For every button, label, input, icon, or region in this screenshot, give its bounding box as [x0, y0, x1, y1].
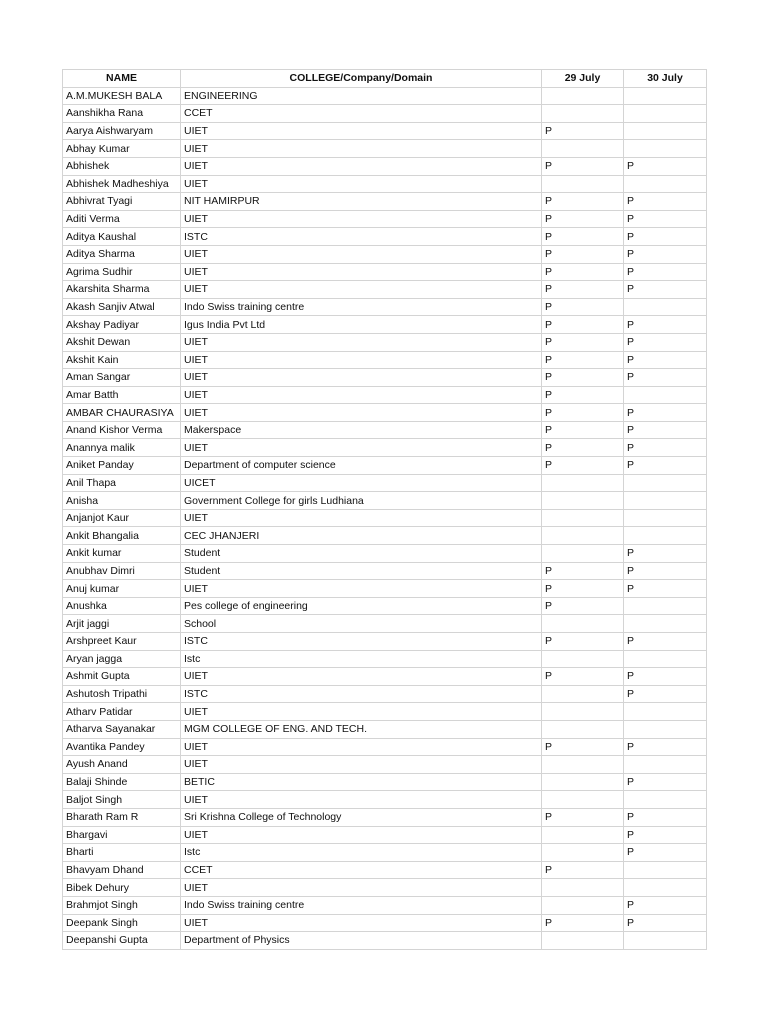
table-row — [63, 87, 707, 105]
cell-29-july: P — [542, 597, 624, 615]
cell-college: UIET — [181, 703, 542, 721]
cell-name: Anisha — [63, 492, 181, 510]
cell-30-july: P — [624, 281, 707, 299]
cell-college: UIET — [181, 351, 542, 369]
table-row — [63, 298, 707, 316]
table-row — [63, 703, 707, 721]
header-college: COLLEGE/Company/Domain — [181, 70, 542, 88]
table-row — [63, 457, 707, 475]
cell-college: UIET — [181, 738, 542, 756]
cell-29-july — [542, 844, 624, 862]
cell-30-july — [624, 756, 707, 774]
cell-name: Akshay Padiyar — [63, 316, 181, 334]
cell-college: Pes college of engineering — [181, 597, 542, 615]
cell-29-july: P — [542, 193, 624, 211]
cell-29-july — [542, 685, 624, 703]
cell-name: Aditya Sharma — [63, 245, 181, 263]
cell-name: Brahmjot Singh — [63, 896, 181, 914]
cell-30-july — [624, 615, 707, 633]
cell-college: UIET — [181, 791, 542, 809]
cell-29-july: P — [542, 298, 624, 316]
cell-college: UIET — [181, 140, 542, 158]
table-row — [63, 826, 707, 844]
cell-college: Istc — [181, 650, 542, 668]
cell-30-july — [624, 122, 707, 140]
cell-29-july: P — [542, 562, 624, 580]
cell-30-july: P — [624, 263, 707, 281]
cell-30-july — [624, 527, 707, 545]
cell-name: Bharath Ram R — [63, 808, 181, 826]
cell-29-july — [542, 773, 624, 791]
header-29-july: 29 July — [542, 70, 624, 88]
table-row — [63, 932, 707, 950]
cell-name: Aniket Panday — [63, 457, 181, 475]
cell-29-july: P — [542, 228, 624, 246]
table-row — [63, 404, 707, 422]
cell-30-july — [624, 175, 707, 193]
cell-30-july — [624, 932, 707, 950]
cell-college: Istc — [181, 844, 542, 862]
cell-college: ISTC — [181, 228, 542, 246]
cell-college: Sri Krishna College of Technology — [181, 808, 542, 826]
cell-30-july — [624, 492, 707, 510]
cell-30-july: P — [624, 210, 707, 228]
cell-college: Igus India Pvt Ltd — [181, 316, 542, 334]
table-row — [63, 914, 707, 932]
cell-30-july — [624, 861, 707, 879]
cell-30-july: P — [624, 844, 707, 862]
cell-college: UIET — [181, 879, 542, 897]
cell-college: UIET — [181, 914, 542, 932]
cell-college: MGM COLLEGE OF ENG. AND TECH. — [181, 720, 542, 738]
cell-29-july — [542, 896, 624, 914]
table-row — [63, 492, 707, 510]
cell-college: ISTC — [181, 685, 542, 703]
cell-college: UIET — [181, 122, 542, 140]
cell-30-july: P — [624, 738, 707, 756]
table-row — [63, 879, 707, 897]
cell-name: Anubhav Dimri — [63, 562, 181, 580]
cell-29-july — [542, 105, 624, 123]
cell-30-july: P — [624, 421, 707, 439]
cell-29-july: P — [542, 351, 624, 369]
cell-name: Balaji Shinde — [63, 773, 181, 791]
cell-college: ENGINEERING — [181, 87, 542, 105]
table-row — [63, 738, 707, 756]
table-row — [63, 597, 707, 615]
table-row — [63, 245, 707, 263]
cell-30-july: P — [624, 545, 707, 563]
cell-29-july: P — [542, 369, 624, 387]
table-row — [63, 861, 707, 879]
cell-29-july — [542, 791, 624, 809]
cell-name: Anil Thapa — [63, 474, 181, 492]
cell-name: Aarya Aishwaryam — [63, 122, 181, 140]
cell-name: Abhishek — [63, 157, 181, 175]
table-row — [63, 316, 707, 334]
table-row — [63, 228, 707, 246]
cell-name: Aryan jagga — [63, 650, 181, 668]
cell-29-july: P — [542, 245, 624, 263]
cell-29-july — [542, 756, 624, 774]
cell-30-july — [624, 474, 707, 492]
cell-30-july — [624, 703, 707, 721]
cell-name: Ayush Anand — [63, 756, 181, 774]
table-row — [63, 157, 707, 175]
cell-college: School — [181, 615, 542, 633]
cell-30-july — [624, 87, 707, 105]
cell-name: Aanshikha Rana — [63, 105, 181, 123]
cell-college: Indo Swiss training centre — [181, 298, 542, 316]
cell-college: UIET — [181, 404, 542, 422]
cell-college: UIET — [181, 333, 542, 351]
table-row — [63, 791, 707, 809]
table-row — [63, 175, 707, 193]
cell-30-july: P — [624, 773, 707, 791]
cell-name: Akash Sanjiv Atwal — [63, 298, 181, 316]
cell-29-july: P — [542, 633, 624, 651]
table-row — [63, 720, 707, 738]
cell-college: Government College for girls Ludhiana — [181, 492, 542, 510]
cell-30-july: P — [624, 808, 707, 826]
cell-college: CEC JHANJERI — [181, 527, 542, 545]
cell-name: Bibek Dehury — [63, 879, 181, 897]
cell-30-july: P — [624, 351, 707, 369]
table-row — [63, 439, 707, 457]
cell-29-july — [542, 703, 624, 721]
cell-30-july: P — [624, 685, 707, 703]
cell-29-july — [542, 615, 624, 633]
cell-college: CCET — [181, 105, 542, 123]
cell-29-july — [542, 474, 624, 492]
table-row — [63, 140, 707, 158]
cell-college: UIET — [181, 281, 542, 299]
table-row — [63, 773, 707, 791]
cell-29-july — [542, 879, 624, 897]
cell-college: UIET — [181, 245, 542, 263]
table-row — [63, 756, 707, 774]
cell-name: A.M.MUKESH BALA — [63, 87, 181, 105]
cell-29-july: P — [542, 439, 624, 457]
cell-30-july: P — [624, 193, 707, 211]
attendance-table — [62, 69, 707, 950]
table-row — [63, 421, 707, 439]
cell-30-july: P — [624, 157, 707, 175]
cell-name: AMBAR CHAURASIYA — [63, 404, 181, 422]
cell-29-july: P — [542, 580, 624, 598]
cell-30-july: P — [624, 369, 707, 387]
cell-29-july: P — [542, 457, 624, 475]
cell-name: Aditi Verma — [63, 210, 181, 228]
cell-name: Deepanshi Gupta — [63, 932, 181, 950]
table-row — [63, 896, 707, 914]
cell-name: Ankit kumar — [63, 545, 181, 563]
table-row — [63, 105, 707, 123]
cell-name: Bhavyam Dhand — [63, 861, 181, 879]
cell-name: Arshpreet Kaur — [63, 633, 181, 651]
cell-30-july: P — [624, 439, 707, 457]
cell-29-july — [542, 509, 624, 527]
cell-college: ISTC — [181, 633, 542, 651]
cell-30-july: P — [624, 316, 707, 334]
cell-name: Ankit Bhangalia — [63, 527, 181, 545]
cell-29-july — [542, 826, 624, 844]
table-row — [63, 193, 707, 211]
cell-30-july — [624, 386, 707, 404]
table-row — [63, 808, 707, 826]
cell-college: UIET — [181, 263, 542, 281]
header-name: NAME — [63, 70, 181, 88]
cell-college: UIET — [181, 580, 542, 598]
cell-30-july: P — [624, 333, 707, 351]
cell-college: UIET — [181, 369, 542, 387]
cell-29-july: P — [542, 122, 624, 140]
table-row — [63, 333, 707, 351]
cell-29-july — [542, 87, 624, 105]
cell-29-july: P — [542, 861, 624, 879]
cell-college: Department of Physics — [181, 932, 542, 950]
table-row — [63, 545, 707, 563]
cell-29-july: P — [542, 404, 624, 422]
cell-name: Agrima Sudhir — [63, 263, 181, 281]
table-row — [63, 474, 707, 492]
cell-30-july — [624, 720, 707, 738]
table-row — [63, 562, 707, 580]
cell-college: Student — [181, 545, 542, 563]
header-30-july: 30 July — [624, 70, 707, 88]
cell-name: Bharti — [63, 844, 181, 862]
cell-29-july — [542, 650, 624, 668]
cell-college: Indo Swiss training centre — [181, 896, 542, 914]
cell-college: UICET — [181, 474, 542, 492]
cell-name: Anjanjot Kaur — [63, 509, 181, 527]
cell-30-july: P — [624, 457, 707, 475]
cell-college: UIET — [181, 157, 542, 175]
cell-name: Aman Sangar — [63, 369, 181, 387]
cell-name: Atharva Sayanakar — [63, 720, 181, 738]
cell-name: Deepank Singh — [63, 914, 181, 932]
table-row — [63, 386, 707, 404]
cell-name: Akarshita Sharma — [63, 281, 181, 299]
cell-29-july — [542, 492, 624, 510]
cell-29-july — [542, 932, 624, 950]
cell-30-july: P — [624, 404, 707, 422]
cell-30-july: P — [624, 245, 707, 263]
cell-name: Aditya Kaushal — [63, 228, 181, 246]
cell-30-july: P — [624, 580, 707, 598]
cell-29-july: P — [542, 263, 624, 281]
table-row — [63, 122, 707, 140]
cell-30-july: P — [624, 228, 707, 246]
cell-30-july: P — [624, 896, 707, 914]
table-row — [63, 668, 707, 686]
cell-29-july: P — [542, 386, 624, 404]
cell-college: Makerspace — [181, 421, 542, 439]
cell-30-july: P — [624, 633, 707, 651]
cell-29-july: P — [542, 316, 624, 334]
cell-29-july: P — [542, 668, 624, 686]
cell-name: Bhargavi — [63, 826, 181, 844]
cell-30-july — [624, 650, 707, 668]
cell-29-july: P — [542, 157, 624, 175]
cell-college: BETIC — [181, 773, 542, 791]
table-row — [63, 580, 707, 598]
cell-29-july — [542, 527, 624, 545]
table-row — [63, 281, 707, 299]
table-row — [63, 615, 707, 633]
cell-30-july: P — [624, 562, 707, 580]
cell-name: Baljot Singh — [63, 791, 181, 809]
cell-name: Ashmit Gupta — [63, 668, 181, 686]
cell-30-july — [624, 791, 707, 809]
cell-name: Abhishek Madheshiya — [63, 175, 181, 193]
cell-30-july — [624, 298, 707, 316]
cell-29-july: P — [542, 914, 624, 932]
cell-college: Student — [181, 562, 542, 580]
table-row — [63, 263, 707, 281]
table-row — [63, 685, 707, 703]
cell-30-july — [624, 140, 707, 158]
cell-29-july — [542, 545, 624, 563]
cell-29-july: P — [542, 808, 624, 826]
cell-college: UIET — [181, 175, 542, 193]
cell-name: Ashutosh Tripathi — [63, 685, 181, 703]
cell-29-july: P — [542, 210, 624, 228]
cell-30-july — [624, 105, 707, 123]
cell-30-july: P — [624, 914, 707, 932]
table-row — [63, 369, 707, 387]
cell-name: Anuj kumar — [63, 580, 181, 598]
cell-29-july: P — [542, 421, 624, 439]
table-row — [63, 210, 707, 228]
cell-college: UIET — [181, 668, 542, 686]
cell-30-july — [624, 879, 707, 897]
cell-college: UIET — [181, 826, 542, 844]
cell-30-july: P — [624, 668, 707, 686]
cell-college: UIET — [181, 386, 542, 404]
cell-name: Arjit jaggi — [63, 615, 181, 633]
cell-college: UIET — [181, 210, 542, 228]
cell-name: Anannya malik — [63, 439, 181, 457]
cell-college: UIET — [181, 509, 542, 527]
cell-29-july — [542, 140, 624, 158]
cell-name: Abhay Kumar — [63, 140, 181, 158]
cell-29-july: P — [542, 281, 624, 299]
cell-30-july: P — [624, 826, 707, 844]
cell-name: Avantika Pandey — [63, 738, 181, 756]
cell-name: Atharv Patidar — [63, 703, 181, 721]
table-row — [63, 844, 707, 862]
cell-college: UIET — [181, 439, 542, 457]
cell-name: Anushka — [63, 597, 181, 615]
cell-name: Amar Batth — [63, 386, 181, 404]
cell-29-july: P — [542, 738, 624, 756]
cell-name: Abhivrat Tyagi — [63, 193, 181, 211]
table-row — [63, 633, 707, 651]
cell-29-july — [542, 175, 624, 193]
cell-name: Akshit Dewan — [63, 333, 181, 351]
table-row — [63, 351, 707, 369]
table-row — [63, 509, 707, 527]
cell-name: Anand Kishor Verma — [63, 421, 181, 439]
cell-name: Akshit Kain — [63, 351, 181, 369]
cell-29-july — [542, 720, 624, 738]
cell-college: NIT HAMIRPUR — [181, 193, 542, 211]
cell-college: Department of computer science — [181, 457, 542, 475]
table-body — [63, 87, 707, 949]
table-header — [63, 70, 707, 88]
table-row — [63, 527, 707, 545]
cell-29-july: P — [542, 333, 624, 351]
table-row — [63, 650, 707, 668]
cell-30-july — [624, 509, 707, 527]
cell-college: UIET — [181, 756, 542, 774]
cell-30-july — [624, 597, 707, 615]
cell-college: CCET — [181, 861, 542, 879]
header-row — [63, 70, 707, 88]
